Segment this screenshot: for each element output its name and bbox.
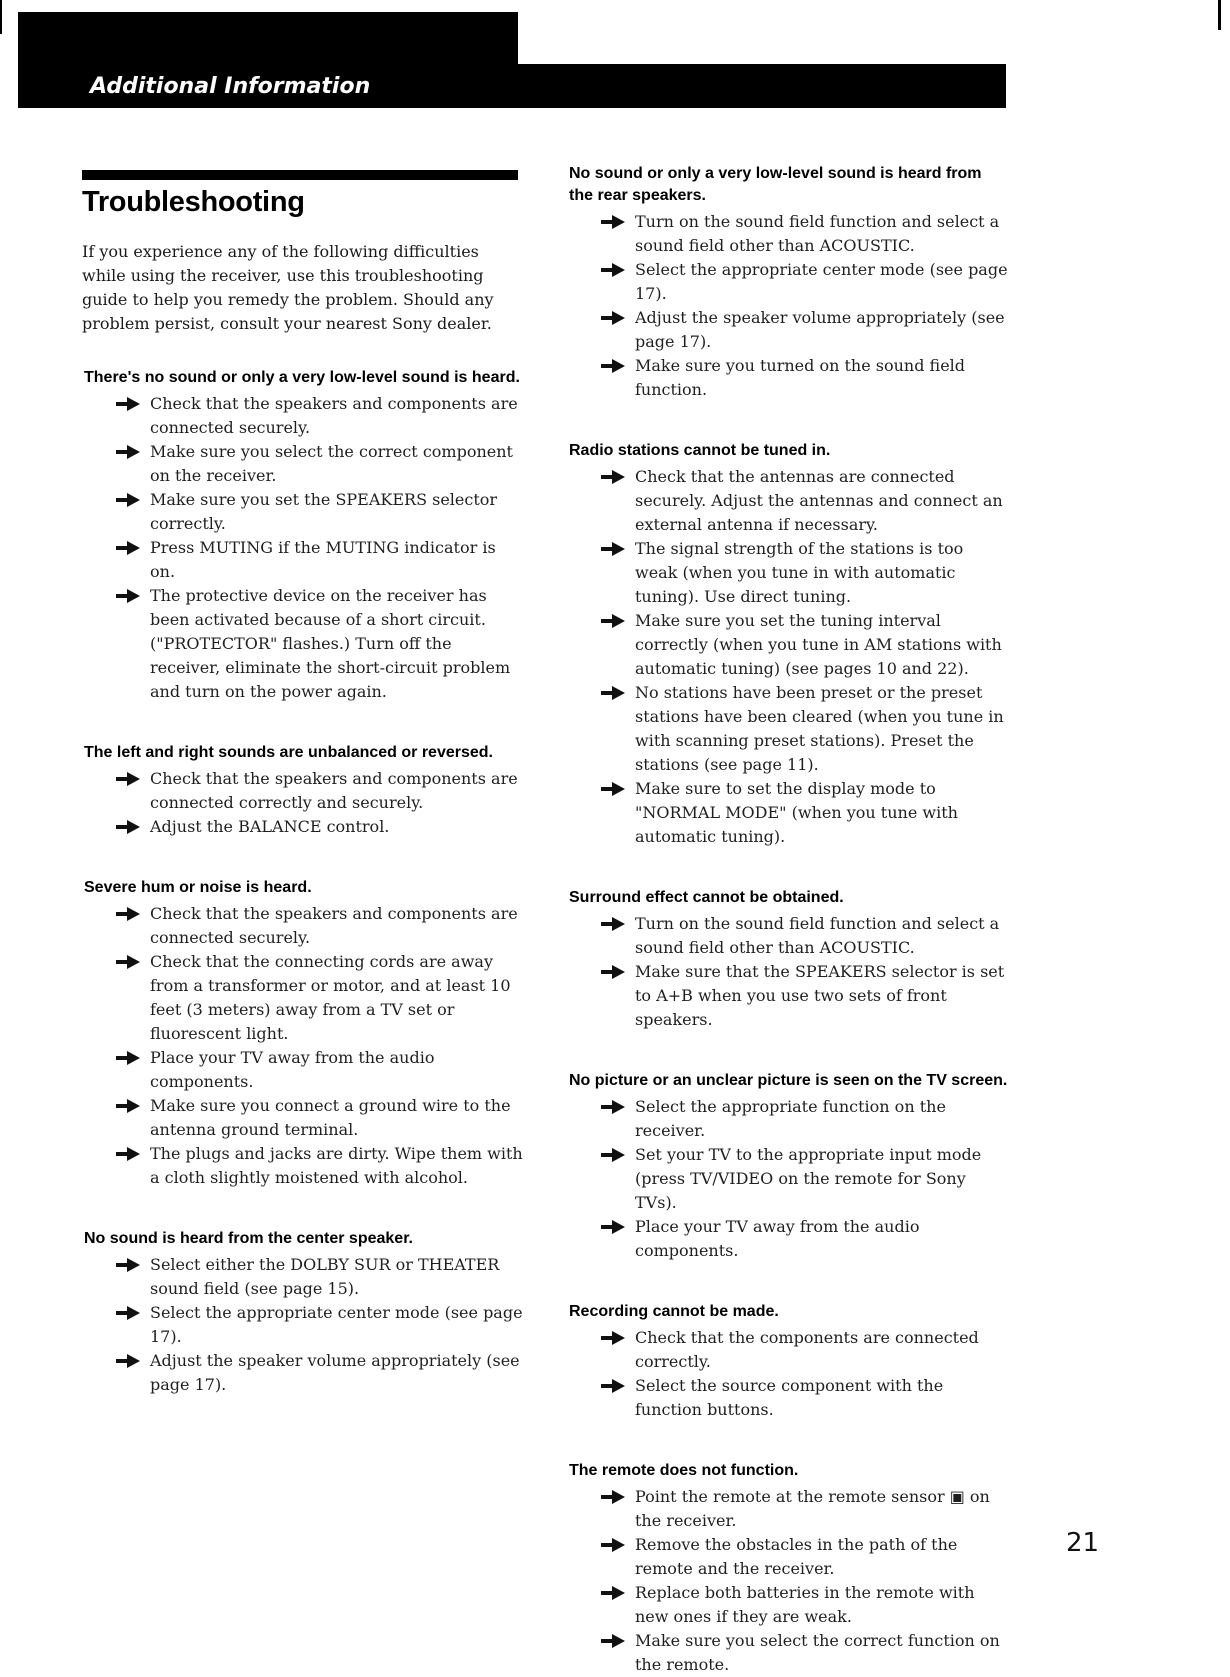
trouble-heading: Recording cannot be made. (569, 1303, 779, 1320)
arrow-icon (116, 1306, 140, 1320)
remedy-text: Check that the speakers and components are connected correctly and securely. (150, 769, 518, 812)
remedy-item (569, 258, 1009, 306)
arrow-icon (116, 1099, 140, 1113)
arrow-icon (116, 589, 140, 603)
remedy-list (84, 767, 524, 839)
trouble-block (569, 1070, 1009, 1263)
arrow-icon (601, 470, 625, 484)
remedy-item (84, 584, 524, 704)
remedy-item (569, 912, 1009, 960)
arrow-icon (116, 820, 140, 834)
remedy-item (84, 392, 524, 440)
remedy-item (569, 1485, 1009, 1533)
remedy-item (569, 1326, 1009, 1374)
arrow-icon (116, 445, 140, 459)
scan-edge-mark-right (1218, 0, 1221, 30)
trouble-block (84, 742, 524, 839)
remedy-text: Select the appropriate center mode (see page 17). (150, 1303, 523, 1346)
remedy-text: Check that the antennas are connected securely. Adjust the antennas and connect an external antenna if necessary. (635, 467, 1003, 534)
remedy-item (569, 210, 1009, 258)
arrow-icon (116, 907, 140, 921)
trouble-block (569, 1460, 1009, 1677)
trouble-heading: No sound is heard from the center speaker. (84, 1230, 413, 1247)
trouble-heading: Radio stations cannot be tuned in. (569, 442, 831, 459)
remedy-item (84, 488, 524, 536)
remedy-item (84, 1142, 524, 1190)
remedy-item (84, 1349, 524, 1397)
remedy-item (569, 1215, 1009, 1263)
remedy-item (569, 960, 1009, 1032)
arrow-icon (116, 493, 140, 507)
remedy-item (569, 1581, 1009, 1629)
arrow-icon (601, 686, 625, 700)
trouble-heading: The remote does not function. (569, 1462, 799, 1479)
trouble-heading: The left and right sounds are unbalanced or reversed. (84, 744, 493, 761)
trouble-heading: No sound or only a very low-level sound is heard from the rear speakers. (569, 165, 982, 204)
left-column (84, 367, 524, 1397)
remedy-list (569, 210, 1009, 402)
remedy-text: Remove the obstacles in the path of the remote and the receiver. (635, 1535, 958, 1578)
arrow-icon (601, 1331, 625, 1345)
remedy-text: Turn on the sound field function and select a sound field other than ACOUSTIC. (635, 914, 1000, 957)
arrow-icon (601, 917, 625, 931)
remedy-text: Press MUTING if the MUTING indicator is on. (150, 538, 496, 581)
remedy-item (84, 1253, 524, 1301)
remedy-text: Make sure you connect a ground wire to the antenna ground terminal. (150, 1096, 511, 1139)
remedy-text: Make sure you select the correct component on the receiver. (150, 442, 513, 485)
remedy-item (84, 536, 524, 584)
remedy-text: Replace both batteries in the remote with new ones if they are weak. (635, 1583, 975, 1626)
remedy-text: Turn on the sound field function and select a sound field other than ACOUSTIC. (635, 212, 1000, 255)
remedy-item (569, 465, 1009, 537)
arrow-icon (601, 263, 625, 277)
remedy-text: Check that the speakers and components are connected securely. (150, 394, 518, 437)
trouble-block (84, 1228, 524, 1397)
intro-paragraph: If you experience any of the following difficulties while using the receiver, use this troubleshooting guide to help you remedy the problem. Should any problem persist, consult your nearest Sony dealer. (82, 242, 494, 333)
right-column (569, 163, 1009, 1677)
arrow-icon (601, 1100, 625, 1114)
remedy-text: Make sure you set the tuning interval correctly (when you tune in AM stations with automatic tuning) (see pages 10 and 22). (635, 611, 1002, 678)
remedy-item (569, 1533, 1009, 1581)
page-title: Troubleshooting (82, 186, 305, 218)
trouble-heading: There's no sound or only a very low-level sound is heard. (84, 369, 520, 386)
remedy-item (84, 902, 524, 950)
remedy-list (569, 912, 1009, 1032)
remedy-item (84, 1094, 524, 1142)
remedy-text: Select the appropriate function on the receiver. (635, 1097, 946, 1140)
arrow-icon (116, 772, 140, 786)
section-header-title: Additional Information (90, 74, 371, 99)
arrow-icon (601, 215, 625, 229)
title-rule (82, 170, 518, 180)
remedy-text: The protective device on the receiver has been activated because of a short circuit. ("PROTECTOR" flashes.) Turn off the receiver, eliminate the short-circuit problem and turn on the power again. (150, 586, 511, 701)
arrow-icon (601, 359, 625, 373)
trouble-block (569, 440, 1009, 849)
remedy-text: Place your TV away from the audio components. (150, 1048, 435, 1091)
arrow-icon (601, 1634, 625, 1648)
remedy-list (569, 1326, 1009, 1422)
arrow-icon (601, 1379, 625, 1393)
remedy-text: Make sure you turned on the sound field function. (635, 356, 966, 399)
remedy-text: Set your TV to the appropriate input mode (press TV/VIDEO on the remote for Sony TVs). (635, 1145, 982, 1212)
remedy-list (84, 902, 524, 1190)
page-number: 21 (1066, 1528, 1100, 1558)
remedy-item (569, 777, 1009, 849)
remedy-text: Select the source component with the function buttons. (635, 1376, 944, 1419)
arrow-icon (601, 1490, 625, 1504)
arrow-icon (601, 311, 625, 325)
remedy-text: Make sure that the SPEAKERS selector is set to A+B when you use two sets of front speakers. (635, 962, 1005, 1029)
remedy-item (569, 537, 1009, 609)
header-tab-block (18, 12, 518, 72)
arrow-icon (601, 1148, 625, 1162)
arrow-icon (116, 1147, 140, 1161)
remedy-item (84, 767, 524, 815)
remedy-text: Make sure you select the correct function on the remote. (635, 1631, 1000, 1674)
remedy-item (569, 306, 1009, 354)
remedy-item (569, 609, 1009, 681)
remedy-text: Select either the DOLBY SUR or THEATER sound field (see page 15). (150, 1255, 500, 1298)
remedy-text: Place your TV away from the audio components. (635, 1217, 920, 1260)
trouble-heading: Severe hum or noise is heard. (84, 879, 312, 896)
arrow-icon (116, 1354, 140, 1368)
arrow-icon (116, 541, 140, 555)
trouble-block (569, 1301, 1009, 1422)
remedy-item (84, 815, 524, 839)
arrow-icon (116, 1258, 140, 1272)
remedy-text: Check that the speakers and components are connected securely. (150, 904, 518, 947)
remedy-list (84, 1253, 524, 1397)
arrow-icon (601, 614, 625, 628)
remedy-text: Adjust the BALANCE control. (150, 817, 390, 836)
remedy-item (569, 1095, 1009, 1143)
remedy-text: The plugs and jacks are dirty. Wipe them with a cloth slightly moistened with alcohol. (150, 1144, 523, 1187)
remedy-text: Make sure you set the SPEAKERS selector correctly. (150, 490, 498, 533)
remedy-item (84, 950, 524, 1046)
trouble-block (569, 163, 1009, 402)
remedy-text: Adjust the speaker volume appropriately (see page 17). (635, 308, 1005, 351)
scan-edge-mark-left (0, 0, 2, 34)
trouble-heading: No picture or an unclear picture is seen on the TV screen. (569, 1072, 1008, 1089)
remedy-text: No stations have been preset or the preset stations have been cleared (when you tune in with scanning preset stations). Preset the stations (see page 11). (635, 683, 1004, 774)
remedy-list (84, 392, 524, 704)
remedy-text: Check that the connecting cords are away from a transformer or motor, and at least 10 feet (3 meters) away from a TV set or fluorescent light. (150, 952, 511, 1043)
remedy-item (84, 440, 524, 488)
arrow-icon (601, 1220, 625, 1234)
arrow-icon (116, 397, 140, 411)
remedy-item (84, 1301, 524, 1349)
remedy-item (569, 1629, 1009, 1677)
arrow-icon (601, 1586, 625, 1600)
arrow-icon (601, 1538, 625, 1552)
remedy-item (569, 354, 1009, 402)
remedy-text: Adjust the speaker volume appropriately (see page 17). (150, 1351, 520, 1394)
remedy-list (569, 1095, 1009, 1263)
remedy-item (569, 1143, 1009, 1215)
remedy-text: Select the appropriate center mode (see page 17). (635, 260, 1008, 303)
arrow-icon (601, 965, 625, 979)
arrow-icon (601, 542, 625, 556)
remedy-text: Check that the components are connected correctly. (635, 1328, 979, 1371)
trouble-block (84, 877, 524, 1190)
remedy-text: The signal strength of the stations is too weak (when you tune in with automatic tuning). Use direct tuning. (635, 539, 964, 606)
arrow-icon (116, 955, 140, 969)
remedy-list (569, 465, 1009, 849)
trouble-block (84, 367, 524, 704)
remedy-list (569, 1485, 1009, 1677)
remedy-item (569, 681, 1009, 777)
trouble-block (569, 887, 1009, 1032)
arrow-icon (116, 1051, 140, 1065)
remedy-text: Make sure to set the display mode to "NORMAL MODE" (when you tune with automatic tuning). (635, 779, 958, 846)
trouble-heading: Surround effect cannot be obtained. (569, 889, 844, 906)
arrow-icon (601, 782, 625, 796)
remedy-text: Point the remote at the remote sensor ▣ on the receiver. (635, 1487, 990, 1530)
remedy-item (569, 1374, 1009, 1422)
remedy-item (84, 1046, 524, 1094)
